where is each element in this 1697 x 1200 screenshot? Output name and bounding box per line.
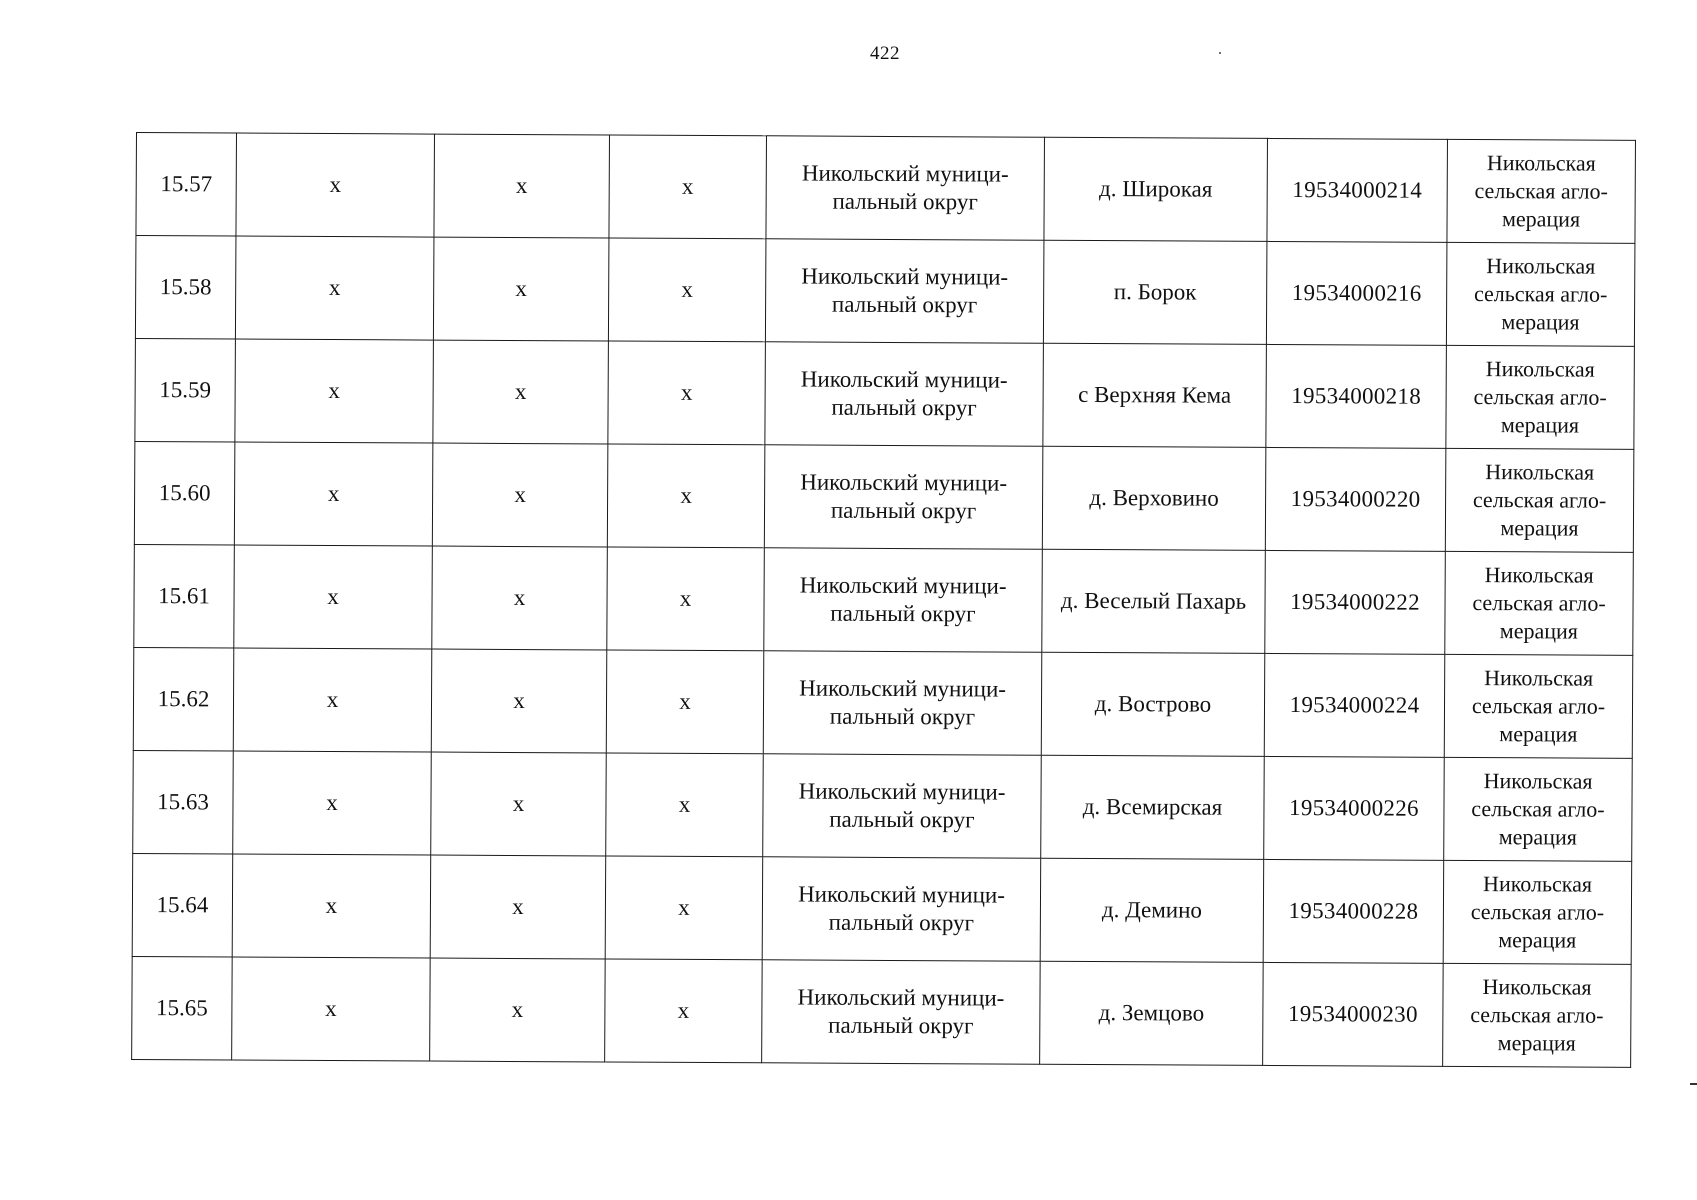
district-cell-line: пальный округ bbox=[830, 600, 976, 627]
agglomeration-cell-line: сельская агло- bbox=[1473, 384, 1607, 410]
agglomeration-cell-line: мерация bbox=[1497, 1030, 1576, 1056]
registry-table bbox=[131, 132, 1636, 1068]
agglomeration-cell bbox=[1446, 242, 1635, 346]
district-cell bbox=[763, 651, 1042, 755]
table-row bbox=[134, 441, 1634, 552]
agglomeration-cell bbox=[1444, 654, 1633, 758]
agglomeration-cell-line: сельская агло- bbox=[1472, 590, 1606, 616]
agglomeration-cell-line: Никольская bbox=[1486, 150, 1596, 176]
agglomeration-cell bbox=[1443, 860, 1632, 964]
x-mark-cell: x bbox=[233, 751, 432, 855]
district-cell-line: пальный округ bbox=[829, 703, 976, 730]
agglomeration-cell bbox=[1443, 963, 1632, 1067]
agglomeration-cell-line: Никольская bbox=[1485, 356, 1595, 382]
agglomeration-cell-line: сельская агло- bbox=[1472, 487, 1607, 513]
district-cell-line: Никольский муници- bbox=[801, 263, 1009, 290]
agglomeration-cell bbox=[1444, 757, 1633, 861]
agglomeration-cell-line: Никольская bbox=[1486, 253, 1596, 279]
agglomeration-cell-line: мерация bbox=[1501, 206, 1581, 232]
oktmo-code-cell: 19534000218 bbox=[1266, 344, 1447, 448]
x-mark-cell: x bbox=[430, 958, 606, 1062]
x-mark-cell: x bbox=[431, 649, 607, 753]
agglomeration-cell-line: сельская агло- bbox=[1474, 178, 1608, 204]
district-cell-line: Никольский муници- bbox=[800, 469, 1008, 496]
agglomeration-cell bbox=[1445, 551, 1634, 655]
row-number-cell: 15.59 bbox=[135, 338, 236, 442]
district-cell bbox=[765, 342, 1044, 446]
table-row bbox=[132, 853, 1632, 964]
district-cell bbox=[764, 445, 1043, 549]
oktmo-code-cell: 19534000222 bbox=[1265, 550, 1446, 654]
settlement-cell: д. Всемирская bbox=[1041, 755, 1265, 859]
district-cell-line: пальный округ bbox=[832, 188, 978, 215]
agglomeration-cell-line: Никольская bbox=[1483, 871, 1593, 897]
x-mark-cell: x bbox=[606, 650, 764, 754]
table-row bbox=[133, 750, 1633, 861]
agglomeration-cell-line: сельская агло- bbox=[1471, 796, 1605, 822]
settlement-cell: п. Борок bbox=[1043, 240, 1267, 344]
oktmo-code-cell: 19534000214 bbox=[1267, 138, 1448, 242]
agglomeration-cell-line: мерация bbox=[1498, 927, 1577, 953]
agglomeration-cell-line: сельская агло- bbox=[1471, 693, 1606, 719]
x-mark-cell: x bbox=[606, 753, 764, 857]
x-mark-cell: x bbox=[434, 134, 610, 238]
agglomeration-cell-line: мерация bbox=[1500, 412, 1580, 438]
row-number-cell: 15.61 bbox=[134, 544, 235, 648]
agglomeration-cell-line: мерация bbox=[1499, 618, 1579, 644]
district-cell-line: Никольский муници- bbox=[798, 778, 1006, 805]
x-mark-cell: x bbox=[232, 957, 431, 1061]
row-number-cell: 15.62 bbox=[133, 647, 234, 751]
settlement-cell: д. Демино bbox=[1040, 858, 1264, 962]
x-mark-cell: x bbox=[605, 959, 763, 1063]
settlement-cell: д. Широкая bbox=[1044, 137, 1268, 241]
settlement-cell: с Верхняя Кема bbox=[1043, 343, 1267, 447]
table-row bbox=[135, 236, 1635, 347]
x-mark-cell: x bbox=[608, 341, 766, 445]
settlement-cell: д. Верховино bbox=[1042, 446, 1266, 550]
x-mark-cell: x bbox=[432, 443, 608, 547]
row-number-cell: 15.60 bbox=[134, 441, 235, 545]
registry-table-container bbox=[131, 132, 1635, 1068]
row-number-cell: 15.64 bbox=[132, 853, 233, 957]
agglomeration-cell-line: Никольская bbox=[1483, 768, 1593, 794]
agglomeration-cell bbox=[1446, 345, 1635, 449]
row-number-cell: 15.65 bbox=[132, 956, 233, 1060]
district-cell-line: Никольский муници- bbox=[798, 881, 1005, 908]
agglomeration-cell-line: мерация bbox=[1501, 309, 1580, 335]
oktmo-code-cell: 19534000220 bbox=[1265, 447, 1446, 551]
district-cell bbox=[766, 136, 1045, 240]
page-number: 422 bbox=[870, 43, 900, 64]
district-cell-line: Никольский муници- bbox=[799, 675, 1007, 702]
agglomeration-cell-line: мерация bbox=[1499, 721, 1578, 747]
district-cell-line: пальный округ bbox=[831, 394, 977, 421]
x-mark-cell: x bbox=[236, 133, 435, 237]
oktmo-code-cell: 19534000224 bbox=[1264, 653, 1445, 757]
table-body bbox=[132, 133, 1636, 1068]
agglomeration-cell bbox=[1445, 448, 1634, 552]
agglomeration-cell-line: сельская агло- bbox=[1470, 898, 1605, 925]
table-row bbox=[132, 956, 1632, 1067]
table-row bbox=[134, 544, 1634, 655]
x-mark-cell: x bbox=[234, 545, 433, 649]
x-mark-cell: x bbox=[608, 238, 766, 342]
x-mark-cell: x bbox=[430, 855, 606, 959]
district-cell-line: пальный округ bbox=[830, 497, 977, 524]
district-cell-line: пальный округ bbox=[828, 909, 975, 936]
x-mark-cell: x bbox=[433, 340, 609, 444]
district-cell-line: Никольский муници- bbox=[797, 984, 1005, 1011]
table-row bbox=[136, 133, 1636, 244]
agglomeration-cell-line: сельская агло- bbox=[1470, 1001, 1604, 1028]
district-cell-line: пальный округ bbox=[828, 1012, 974, 1039]
x-mark-cell: x bbox=[432, 546, 608, 650]
district-cell bbox=[765, 239, 1044, 343]
row-number-cell: 15.63 bbox=[133, 750, 234, 854]
x-mark-cell: x bbox=[433, 237, 609, 341]
x-mark-cell: x bbox=[607, 444, 765, 548]
district-cell-line: Никольский муници- bbox=[801, 160, 1009, 187]
x-mark-cell: x bbox=[235, 339, 434, 443]
row-number-cell: 15.57 bbox=[136, 133, 237, 237]
district-cell bbox=[762, 960, 1041, 1064]
settlement-cell: д. Земцово bbox=[1040, 961, 1264, 1065]
district-cell-line: пальный округ bbox=[831, 291, 978, 318]
settlement-cell: д. Вострово bbox=[1041, 652, 1265, 756]
scan-artifact-edge-mark bbox=[1690, 1083, 1697, 1085]
settlement-cell: д. Веселый Пахарь bbox=[1042, 549, 1266, 653]
agglomeration-cell-line: Никольская bbox=[1484, 562, 1594, 588]
table-row bbox=[133, 647, 1633, 758]
x-mark-cell: x bbox=[232, 854, 431, 958]
x-mark-cell: x bbox=[607, 547, 765, 651]
district-cell-line: пальный округ bbox=[829, 806, 975, 833]
district-cell bbox=[764, 548, 1043, 652]
table-row bbox=[135, 338, 1635, 449]
agglomeration-cell-line: сельская агло- bbox=[1473, 281, 1608, 307]
agglomeration-cell-line: Никольская bbox=[1482, 974, 1592, 1000]
district-cell bbox=[763, 754, 1042, 858]
x-mark-cell: x bbox=[609, 135, 767, 239]
row-number-cell: 15.58 bbox=[135, 236, 236, 340]
agglomeration-cell-line: Никольская bbox=[1485, 459, 1595, 485]
x-mark-cell: x bbox=[235, 236, 434, 340]
x-mark-cell: x bbox=[233, 648, 432, 752]
agglomeration-cell-line: мерация bbox=[1498, 824, 1577, 850]
agglomeration-cell-line: мерация bbox=[1500, 515, 1579, 541]
oktmo-code-cell: 19534000216 bbox=[1266, 241, 1447, 345]
oktmo-code-cell: 19534000226 bbox=[1264, 756, 1445, 860]
agglomeration-cell bbox=[1447, 139, 1636, 243]
district-cell-line: Никольский муници- bbox=[799, 572, 1007, 599]
oktmo-code-cell: 19534000228 bbox=[1263, 859, 1444, 963]
x-mark-cell: x bbox=[605, 856, 763, 960]
agglomeration-cell-line: Никольская bbox=[1484, 665, 1594, 691]
district-cell-line: Никольский муници- bbox=[800, 366, 1008, 393]
x-mark-cell: x bbox=[431, 752, 607, 856]
oktmo-code-cell: 19534000230 bbox=[1263, 962, 1444, 1066]
district-cell bbox=[762, 857, 1041, 961]
x-mark-cell: x bbox=[234, 442, 433, 546]
scan-artifact-dot bbox=[1219, 52, 1221, 54]
